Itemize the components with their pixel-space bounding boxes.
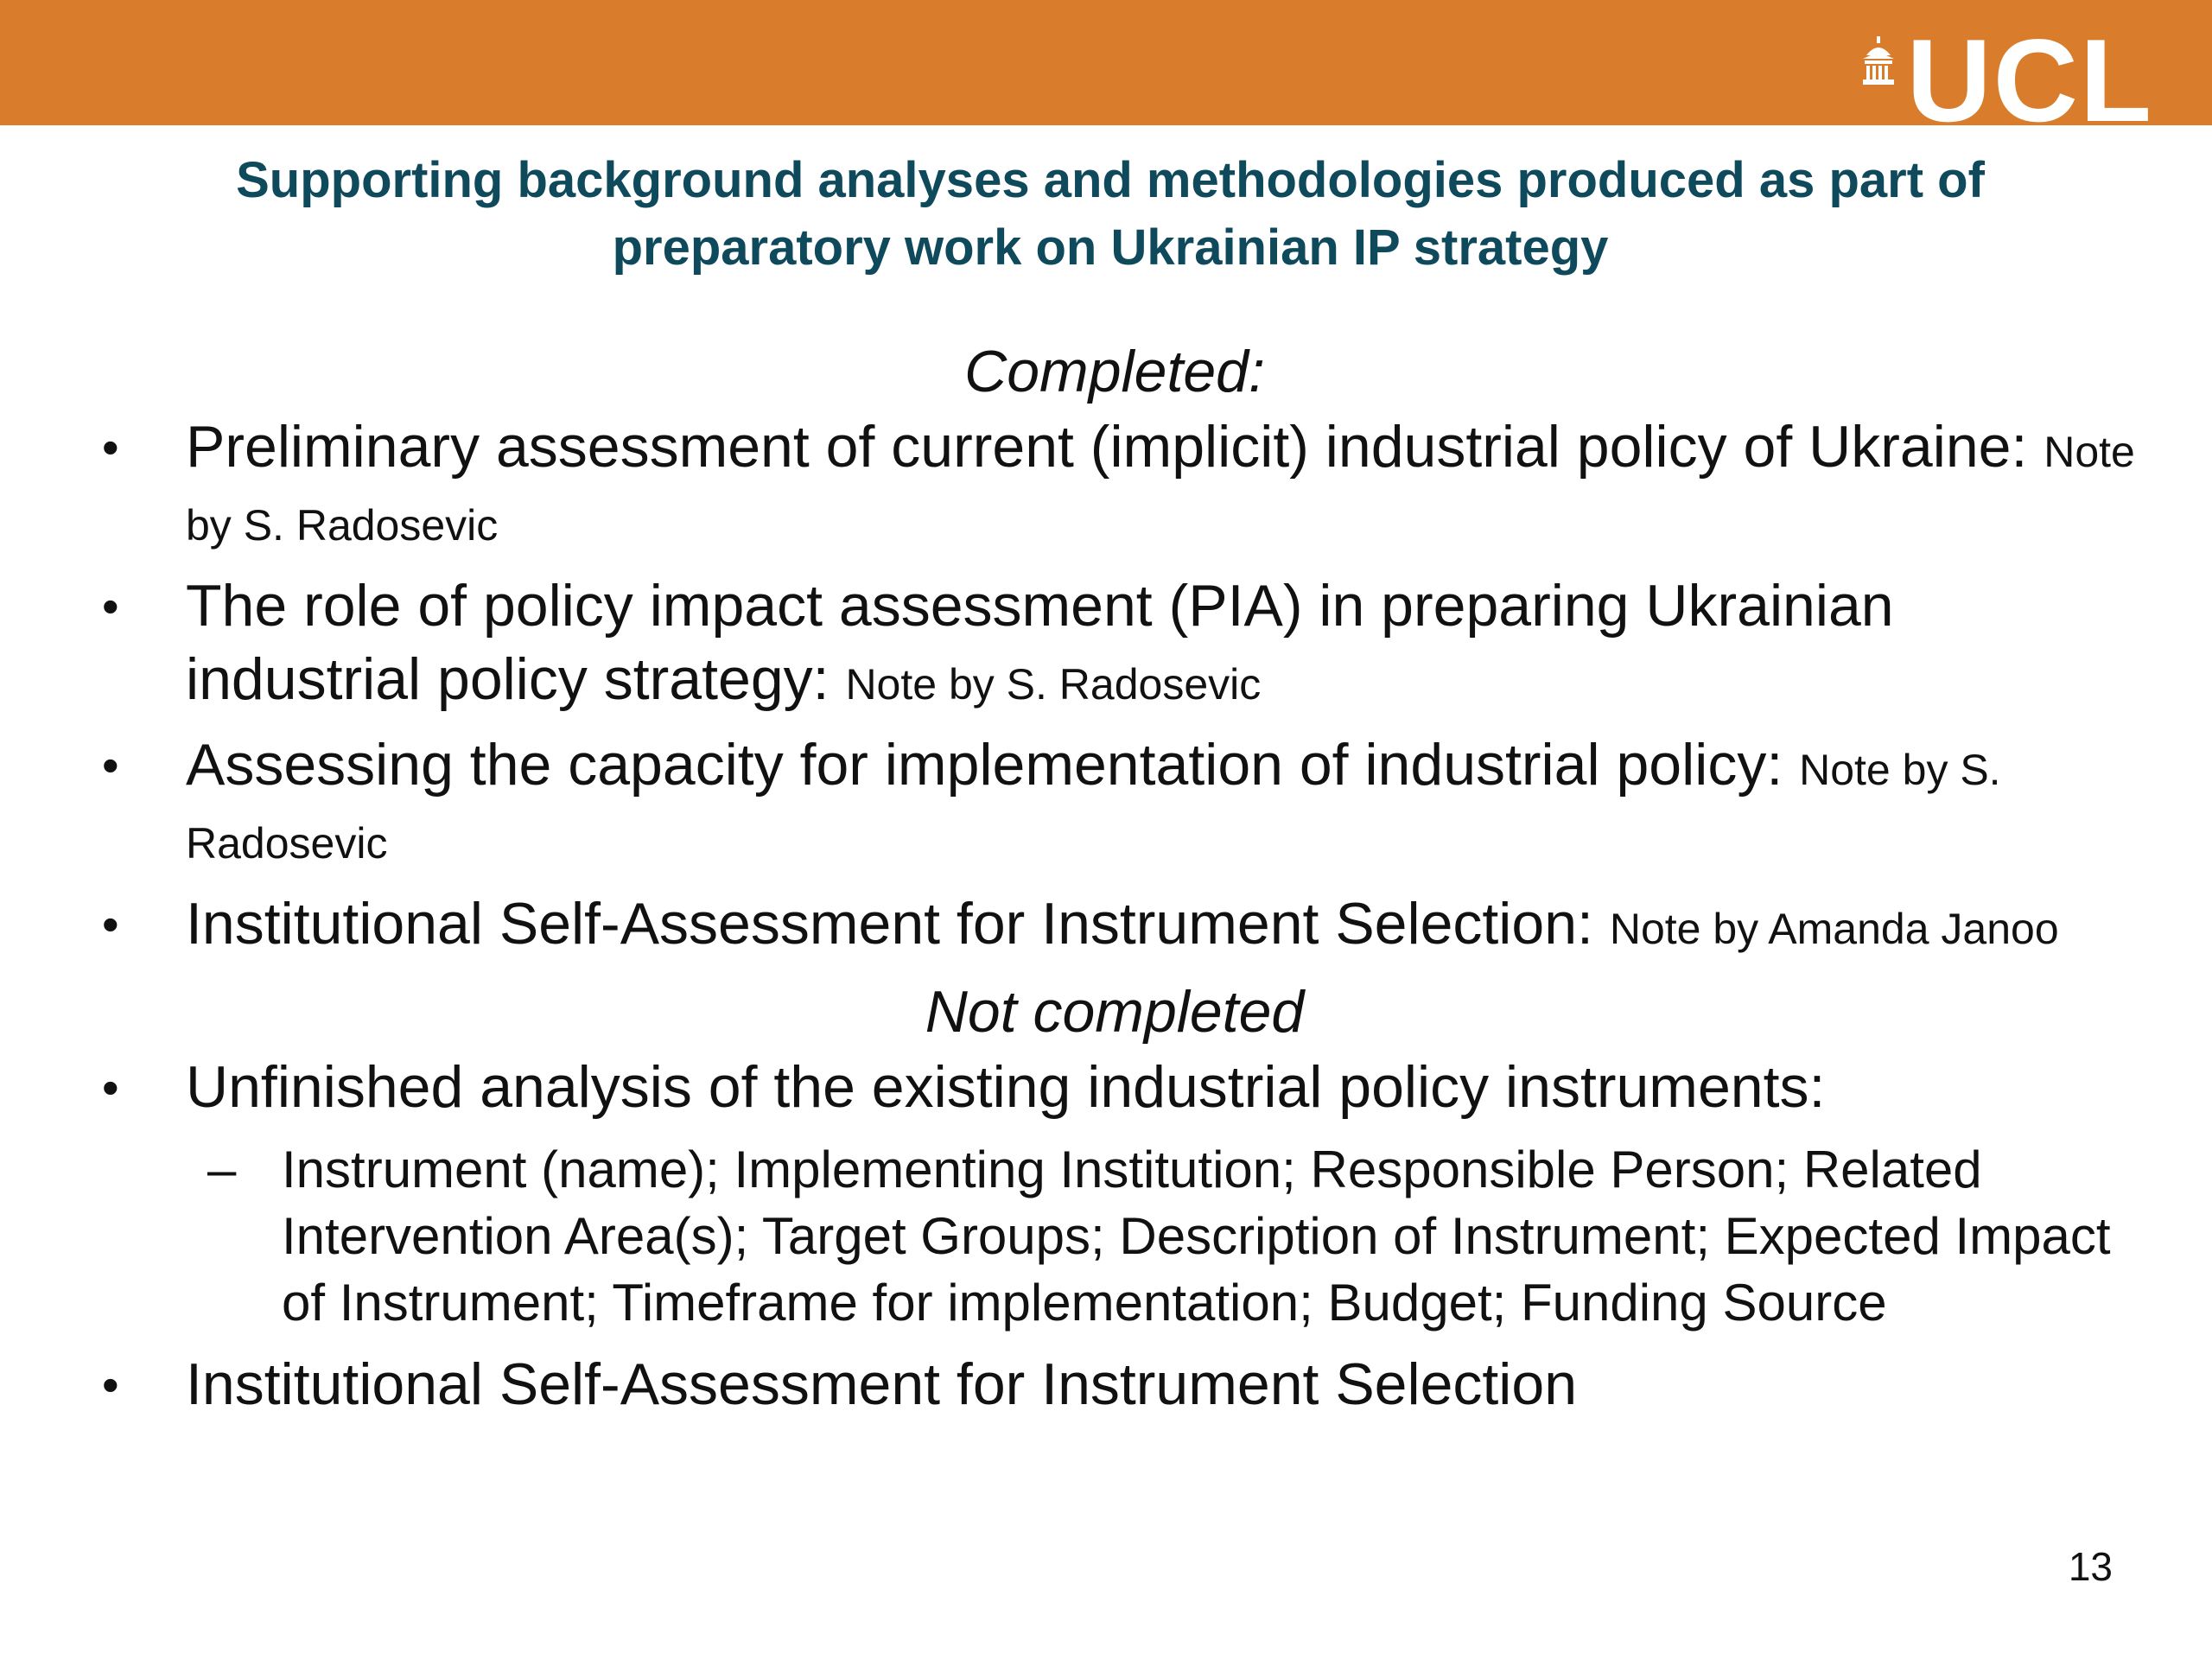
list-item: [0, 410, 2212, 557]
list-item: [0, 569, 2212, 716]
item-note: Note by S. Radosevic: [186, 746, 2001, 868]
list-item: [0, 728, 2212, 875]
slide-content: [0, 333, 2212, 1433]
item-note: Note by Amanda Janoo: [1609, 905, 2059, 953]
item-main-text: Assessing the capacity for implementation of industrial policy:: [186, 732, 1800, 798]
not-completed-list: [0, 1051, 2212, 1421]
sub-list-item: [0, 1136, 2212, 1336]
ucl-logo: [1861, 15, 2153, 146]
slide-title: Supporting background analyses and methodologies produced as part of preparatory work on Ukrainian IP strategy: [236, 152, 1985, 276]
list-item: [0, 1051, 2212, 1124]
item-main-text: Institutional Self-Assessment for Instrument Selection:: [186, 891, 1610, 957]
item-main-text: Institutional Self-Assessment for Instrument Selection: [186, 1351, 1578, 1417]
item-main-text: Preliminary assessment of current (implicit) industrial policy of Ukraine:: [186, 414, 2044, 480]
item-note: Note by S. Radosevic: [186, 428, 2135, 550]
sub-item-text: Instrument (name); Implementing Institution; Responsible Person; Related Intervention Area(s); Target Groups; Description of Instrument; Expected Impact of Instrument; Timeframe for implementation; Budget; Funding Source: [282, 1141, 2111, 1332]
portico-building-icon: [1861, 36, 1896, 85]
list-item: [0, 887, 2212, 961]
completed-heading: Completed:: [964, 339, 1265, 404]
item-note: Note by S. Radosevic: [845, 660, 1262, 709]
logo-text: UCL: [1906, 15, 2153, 146]
item-main-text: The role of policy impact assessment (PIA) in preparing Ukrainian industrial policy strategy:: [186, 573, 1894, 712]
completed-list: [0, 410, 2212, 961]
header-bar: [0, 0, 2212, 146]
not-completed-heading: Not completed: [925, 979, 1305, 1045]
page-number: 13: [2068, 1544, 2113, 1589]
item-main-text: Unfinished analysis of the existing industrial policy instruments:: [186, 1054, 1826, 1120]
list-item: [0, 1348, 2212, 1421]
